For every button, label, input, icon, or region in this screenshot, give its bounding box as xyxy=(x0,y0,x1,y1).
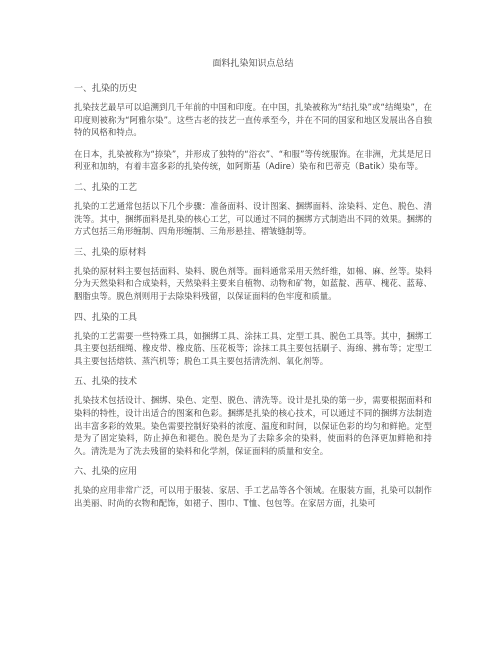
paragraph: 扎染的原材料主要包括面料、染料、脱色剂等。面料通常采用天然纤维，如棉、麻、丝等。染料分为天然染料和合成染料，天然染料主要来自植物、动物和矿物，如蓝靛、茜草、槐花、蓝莓、胭脂虫等。脱色剂则用于去除染料残留，以保证面料的色牢度和质量。 xyxy=(74,265,432,301)
section-heading: 一、扎染的历史 xyxy=(74,84,138,94)
section-tools xyxy=(74,312,432,368)
document-title: 面料扎染知识点总结 xyxy=(212,59,294,69)
paragraph: 扎染的工艺需要一些特殊工具，如捆绑工具、涂抹工具、定型工具、脱色工具等。其中，捆绑工具主要包括细绳、橡皮带、橡皮筋、压花板等；涂抹工具主要包括刷子、海绵、拂布等；定型工具主要包括熔铁、蒸汽机等；脱色工具主要包括清洗剂、氧化剂等。 xyxy=(74,330,432,366)
paragraph: 扎染的工艺通常包括以下几个步骤：准备面料、设计图案、捆绑面料、涂染料、定色、脱色、清洗等。其中，捆绑面料是扎染的核心工艺，可以通过不同的捆绑方式制造出不同的效果。捆绑的方式包括三角形缠制、四角形缠制、三角形悬挂、褶皱缝制等。 xyxy=(74,200,432,237)
paragraph: 扎染技艺最早可以追溯到几千年前的中国和印度。在中国，扎染被称为“结扎染”或“结绳染”，在印度则被称为“阿雅尔染”。这些古老的技艺一直传承至今，并在不同的国家和地区发展出各自独特的风格和特点。 xyxy=(74,102,432,138)
section-heading: 三、扎染的原材料 xyxy=(74,247,147,258)
section-materials xyxy=(74,247,432,303)
section-history xyxy=(74,83,432,173)
paragraph: 扎染的应用非常广泛，可以用于服装、家居、手工艺品等各个领域。在服装方面，扎染可以制作出美丽、时尚的衣物和配饰，如裙子、围巾、T恤、包包等。在家居方面，扎染可 xyxy=(74,485,432,508)
section-process xyxy=(74,182,432,238)
section-heading: 二、扎染的工艺 xyxy=(74,182,138,193)
section-heading: 六、扎染的应用 xyxy=(74,467,138,478)
section-applications xyxy=(74,466,432,509)
section-techniques xyxy=(74,376,432,457)
section-heading: 五、扎染的技术 xyxy=(74,377,138,388)
paragraph: 扎染技术包括设计、捆绑、染色、定型、脱色、清洗等。设计是扎染的第一步，需要根据面料和染料的特性，设计出适合的图案和色彩。捆绑是扎染的核心技术，可以通过不同的捆绑方法制造出丰富多彩的效果。染色需要控制好染料的浓度、温度和时间，以保证色彩的均匀和鲜艳。定型是为了固定染料，防止掉色和褪色。脱色是为了去除多余的染料，使面料的色泽更加鲜艳和持久。清洗是为了洗去残留的染料和化学剂，保证面料的质量和安全。 xyxy=(74,395,432,456)
paragraph: 在日本，扎染被称为“捺染”，并形成了独特的“浴衣”、“和服”等传统服饰。在非洲，尤其是尼日利亚和加纳，有着丰富多彩的扎染传统，如阿斯基（Adire）染布和巴蒂克（Batik）染布等。 xyxy=(74,148,432,172)
section-heading: 四、扎染的工具 xyxy=(74,312,138,323)
